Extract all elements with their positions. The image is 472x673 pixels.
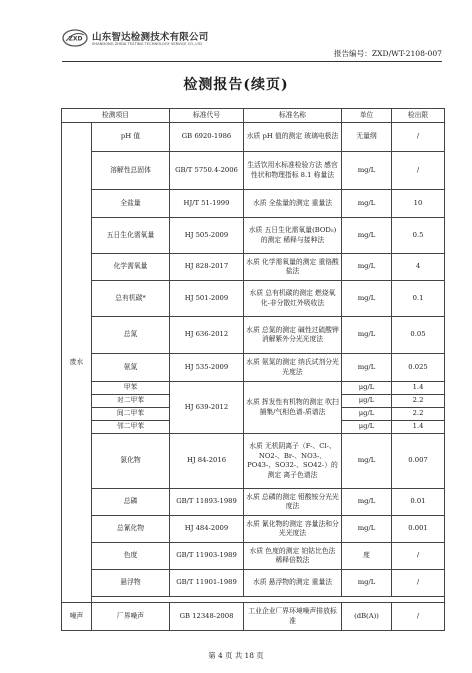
unit-cell: mg/L [342, 516, 392, 543]
test-method-table [61, 108, 445, 631]
item-cell: pH 值 [92, 123, 170, 152]
table-row [62, 254, 445, 281]
code-cell: HJ 535-2009 [170, 354, 244, 382]
name-cell: 工业企业厂界环境噪声排放标准 [244, 603, 342, 631]
item-cell: 氯化物 [92, 434, 170, 489]
name-cell: 水质 总有机碳的测定 燃烧氧化-非分散红外吸收法 [244, 281, 342, 317]
company-name-cn: 山东智达检测技术有限公司 [92, 32, 209, 43]
unit-cell: μg/L [342, 382, 392, 395]
name-cell: 水质 氨氮的测定 纳氏试剂分光光度法 [244, 354, 342, 382]
report-header [62, 28, 442, 60]
code-cell: HJ 84-2016 [170, 434, 244, 489]
unit-cell: 度 [342, 543, 392, 570]
item-cell: 总磷 [92, 489, 170, 516]
limit-cell: 0.001 [392, 516, 445, 543]
code-cell: HJ 639-2012 [170, 382, 244, 434]
table-row [62, 317, 445, 354]
item-cell: 间二甲苯 [92, 408, 170, 421]
code-cell: GB/T 11893-1989 [170, 489, 244, 516]
unit-cell: mg/L [342, 489, 392, 516]
company-name-en: SHANDONG ZHIDA TESTING TECHNOLOGY SERVICE CO.,LTD [92, 42, 203, 46]
code-cell: HJ 828-2017 [170, 254, 244, 281]
code-cell: HJ 501-2009 [170, 281, 244, 317]
unit-cell: (dB(A)) [342, 603, 392, 631]
table-row [62, 570, 445, 597]
limit-cell: 0.05 [392, 317, 445, 354]
header-name: 标准名称 [244, 109, 342, 123]
limit-cell: 0.1 [392, 281, 445, 317]
table-row [62, 489, 445, 516]
limit-cell: / [392, 152, 445, 190]
item-cell: 化学需氧量 [92, 254, 170, 281]
unit-cell: 无量纲 [342, 123, 392, 152]
unit-cell: μg/L [342, 408, 392, 421]
name-cell: 水质 总氮的测定 碱性过硫酸钾消解紫外分光光度法 [244, 317, 342, 354]
company-logo-icon [62, 28, 88, 48]
limit-cell: 0.5 [392, 218, 445, 254]
unit-cell: mg/L [342, 570, 392, 597]
limit-cell: 4 [392, 254, 445, 281]
name-cell: 水质 无机阴离子（F-、Cl-、NO2-、Br-、NO3-、PO43-、SO32-、SO42-）的测定 离子色谱法 [244, 434, 342, 489]
header-limit: 检出限 [392, 109, 445, 123]
item-cell: 总氰化物 [92, 516, 170, 543]
limit-cell: 2.2 [392, 408, 445, 421]
item-cell: 对二甲苯 [92, 395, 170, 408]
item-cell: 溶解性总固体 [92, 152, 170, 190]
header-code: 标准代号 [170, 109, 244, 123]
item-cell: 总有机碳* [92, 281, 170, 317]
code-cell: HJ 636-2012 [170, 317, 244, 354]
report-number [334, 48, 442, 59]
table-row [62, 123, 445, 152]
code-cell: GB 12348-2008 [170, 603, 244, 631]
svg-text:ZXD: ZXD [68, 35, 83, 43]
limit-cell: 0.007 [392, 434, 445, 489]
item-cell: 五日生化需氧量 [92, 218, 170, 254]
name-cell: 水质 化学需氧量的测定 重铬酸盐法 [244, 254, 342, 281]
limit-cell: / [392, 543, 445, 570]
unit-cell: mg/L [342, 152, 392, 190]
unit-cell: μg/L [342, 421, 392, 434]
table-row [62, 603, 445, 631]
table-row [62, 190, 445, 218]
page-footer: 第 4 页 共 18 页 [208, 651, 264, 660]
item-cell: 色度 [92, 543, 170, 570]
table-row [62, 382, 445, 395]
item-cell: 氨氮 [92, 354, 170, 382]
limit-cell: 10 [392, 190, 445, 218]
item-cell: 悬浮物 [92, 570, 170, 597]
limit-cell: / [392, 570, 445, 597]
limit-cell: 0.01 [392, 489, 445, 516]
code-cell: GB/T 11903-1989 [170, 543, 244, 570]
category-cell: 噪声 [62, 603, 92, 631]
item-cell: 邻二甲苯 [92, 421, 170, 434]
item-cell: 全盐量 [92, 190, 170, 218]
item-cell: 甲苯 [92, 382, 170, 395]
name-cell: 水质 全盐量的测定 重量法 [244, 190, 342, 218]
code-cell: GB/T 11901-1989 [170, 570, 244, 597]
unit-cell: mg/L [342, 354, 392, 382]
table-row [62, 434, 445, 489]
item-cell: 总氮 [92, 317, 170, 354]
code-cell: HJ 505-2009 [170, 218, 244, 254]
code-cell: GB/T 5750.4-2006 [170, 152, 244, 190]
unit-cell: mg/L [342, 254, 392, 281]
name-cell: 水质 挥发性有机物的测定 吹扫捕集/气相色谱-质谱法 [244, 382, 342, 434]
unit-cell: mg/L [342, 281, 392, 317]
table-row [62, 218, 445, 254]
table-row [62, 152, 445, 190]
header-unit: 单位 [342, 109, 392, 123]
name-cell: 水质 总磷的测定 钼酸铵分光光度法 [244, 489, 342, 516]
code-cell: HJ 484-2009 [170, 516, 244, 543]
limit-cell: / [392, 123, 445, 152]
limit-cell: 0.025 [392, 354, 445, 382]
header-divider [62, 61, 442, 62]
table-row [62, 354, 445, 382]
item-cell: 厂界噪声 [92, 603, 170, 631]
report-number-label: 报告编号： [333, 49, 372, 58]
table-header-row [62, 109, 445, 123]
page-title: 检测报告(续页) [183, 77, 289, 93]
unit-cell: μg/L [342, 395, 392, 408]
code-cell: HJ/T 51-1999 [170, 190, 244, 218]
unit-cell: mg/L [342, 190, 392, 218]
table-row [62, 516, 445, 543]
limit-cell: / [392, 603, 445, 631]
name-cell: 水质 pH 值的测定 玻璃电极法 [244, 123, 342, 152]
header-item: 检测项目 [62, 109, 170, 123]
code-cell: GB 6920-1986 [170, 123, 244, 152]
category-cell: 废水 [62, 123, 92, 603]
report-number-value: ZXD/WT-2108-007 [371, 49, 442, 58]
unit-cell: mg/L [342, 317, 392, 354]
name-cell: 水质 氰化物的测定 容量法和分光光度法 [244, 516, 342, 543]
limit-cell: 1.4 [392, 421, 445, 434]
name-cell: 水质 色度的测定 铂钴比色法 稀释倍数法 [244, 543, 342, 570]
unit-cell: mg/L [342, 434, 392, 489]
table-row [62, 543, 445, 570]
table-row [62, 281, 445, 317]
name-cell: 生活饮用水标准检验方法 感官性状和物理指标 8.1 称量法 [244, 152, 342, 190]
name-cell: 水质 五日生化需氧量(BOD₅)的测定 稀释与接种法 [244, 218, 342, 254]
name-cell: 水质 悬浮物的测定 重量法 [244, 570, 342, 597]
limit-cell: 1.4 [392, 382, 445, 395]
limit-cell: 2.2 [392, 395, 445, 408]
unit-cell: mg/L [342, 218, 392, 254]
